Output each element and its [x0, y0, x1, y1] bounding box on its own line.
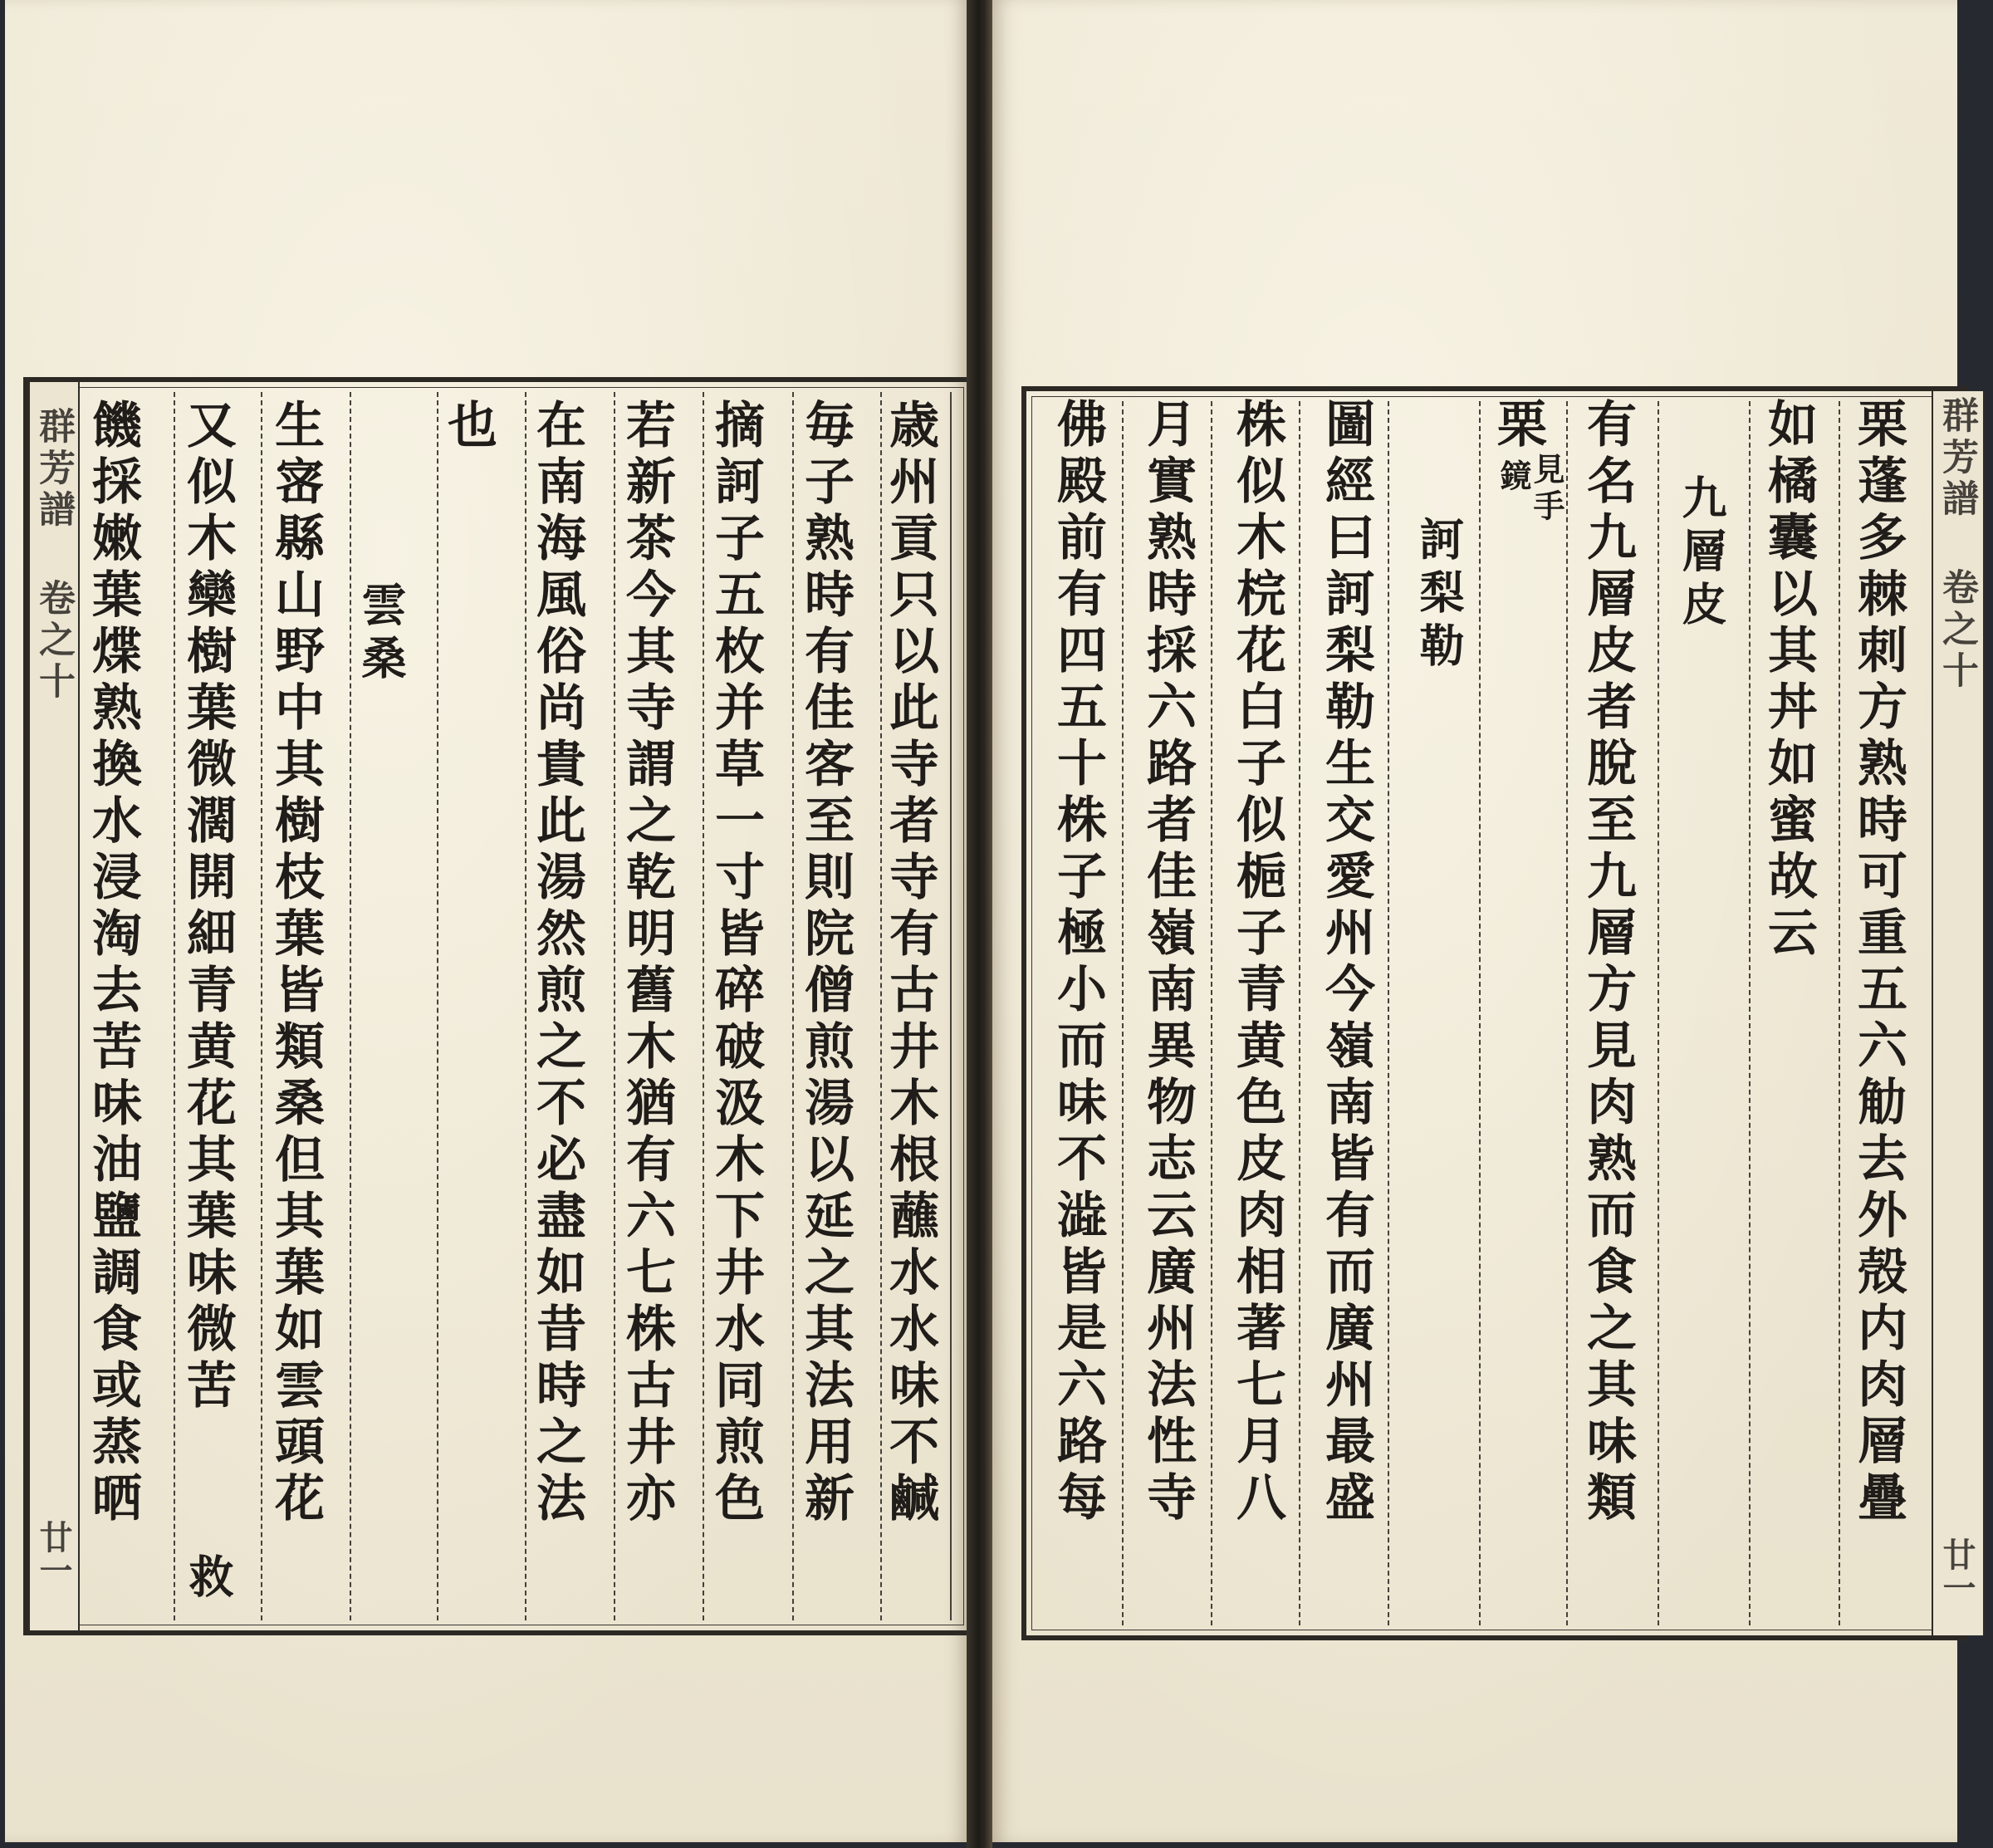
text-column: 佛殿前有四五十株子極小而味不澁皆是六路每 [1049, 398, 1107, 1527]
text-column: 又似木欒樹葉微濶開細青黄花其葉味微苦 [179, 399, 237, 1415]
text-column: 栗蓬多棘刺方熟時可重五六觔去外殻内肉層疊 [1849, 398, 1907, 1527]
left-fold-title: 群芳譜 卷之十 [32, 407, 75, 703]
section-heading: 雲桑 [355, 581, 408, 688]
text-column: 栗 [1489, 398, 1547, 454]
right-fold-margin [1932, 391, 1985, 1635]
book-gutter [967, 0, 992, 1848]
text-column: 毎子熟時有佳客至則院僧煎湯以延之其法用新 [796, 399, 854, 1528]
right-fold-folio: 廿一 [1937, 1537, 1976, 1604]
section-heading: 九層皮 [1675, 474, 1728, 634]
text-column: 若新茶今其寺謂之乾明舊木猶有六七株古井亦 [618, 399, 676, 1528]
text-column: 救 [182, 1553, 235, 1606]
left-text-frame [23, 377, 974, 1635]
left-fold-margin [28, 382, 80, 1630]
text-column: 圖經曰訶梨勒生交愛州今嶺南皆有而廣州最盛 [1317, 398, 1375, 1527]
text-column: 月實熟時採六路者佳嶺南異物志云廣州法性寺 [1139, 398, 1197, 1527]
annotation: 鏡 [1495, 459, 1532, 496]
text-column: 也 [439, 399, 497, 455]
text-column: 生宻縣山野中其樹枝葉皆類桑但其葉如雲頭花 [267, 399, 325, 1528]
annotation: 見手 [1528, 453, 1565, 526]
right-fold-title: 群芳譜 卷之十 [1936, 396, 1978, 693]
left-page [5, 0, 967, 1842]
text-column: 在南海風俗尚貴此湯然煎之不必盡如昔時之法 [528, 399, 586, 1528]
section-heading: 訶梨勒 [1413, 516, 1466, 675]
text-column: 如橘囊以其丼如蜜故云 [1760, 398, 1818, 963]
text-column: 歳州貢只以此寺者寺有古井木根蘸水水味不鹹 [881, 399, 939, 1528]
right-text-frame [1021, 386, 1978, 1640]
text-column: 摘訶子五枚并草一寸皆碎破汲木下井水同煎色 [707, 399, 765, 1528]
text-column: 株似木梡花白子似梔子青黄色皮肉相著七月八 [1228, 398, 1286, 1527]
left-fold-folio: 廿一 [34, 1520, 73, 1586]
text-column: 有名九層皮者脫至九層方見肉熟而食之其味類 [1579, 398, 1637, 1527]
right-page [992, 0, 1978, 1842]
text-column: 饑採嫩葉煠熟換水浸淘去苦味油鹽調食或蒸晒 [84, 399, 142, 1528]
